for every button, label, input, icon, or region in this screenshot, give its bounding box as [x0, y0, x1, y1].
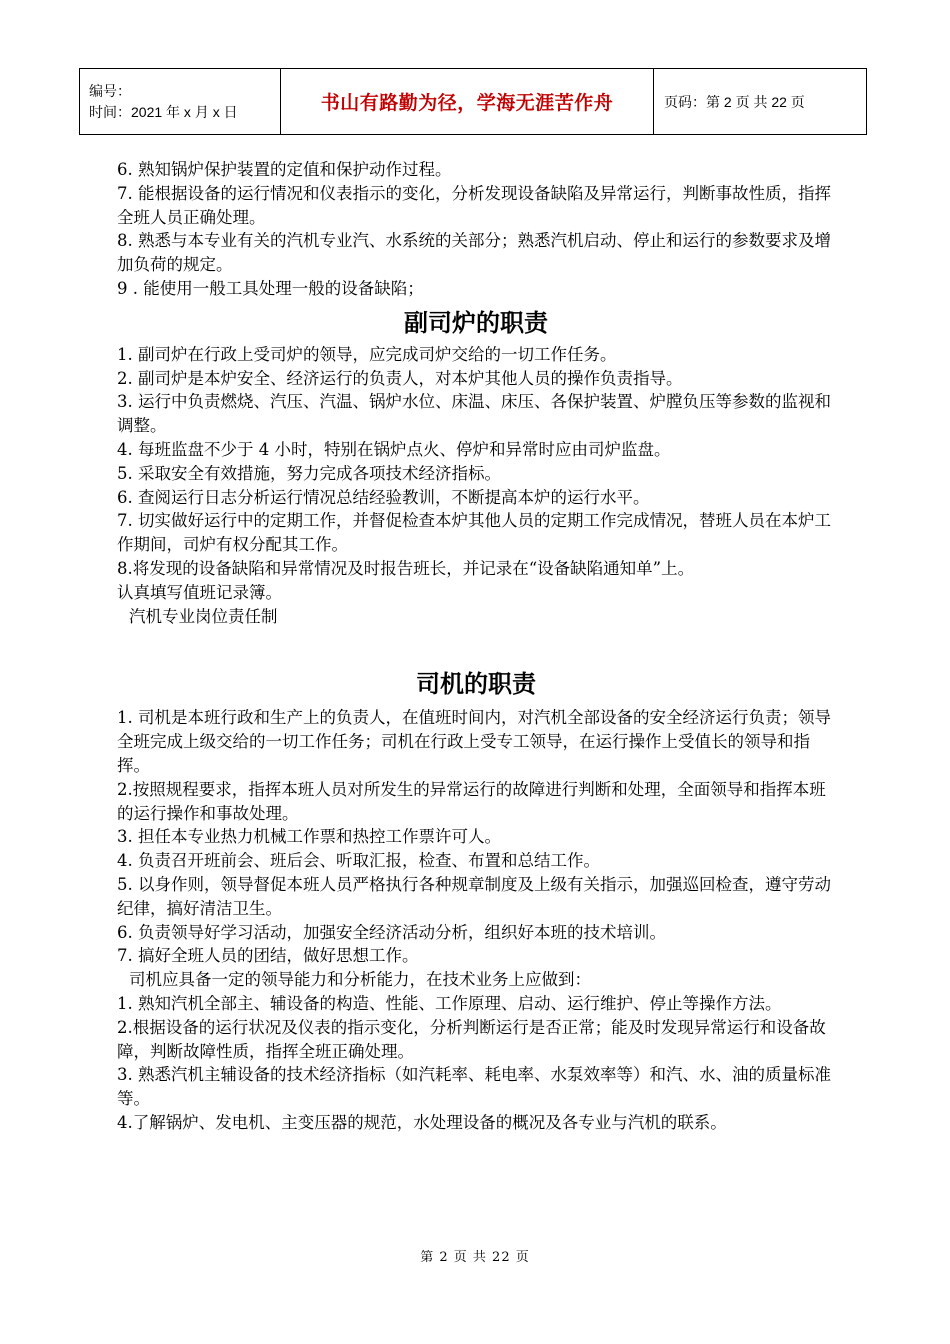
page-footer: 第 2 页 共 22 页	[420, 1250, 530, 1265]
list-item: 2. 副司炉是本炉安全、经济运行的负责人，对本炉其他人员的操作负责指导。	[117, 368, 683, 388]
list-item: 8.将发现的设备缺陷和异常情况及时报告班长，并记录在“设备缺陷通知单”上。	[117, 558, 695, 578]
time-label: 时间：2021 年 x 月 x 日	[89, 103, 238, 120]
section-title: 副司炉的职责	[404, 308, 548, 337]
header-meta	[80, 69, 281, 134]
list-item: 4. 负责召开班前会、班后会、听取汇报，检查、布置和总结工作。	[117, 851, 600, 871]
document-body	[117, 158, 835, 1135]
list-item: 3. 运行中负责燃烧、汽压、汽温、锅炉水位、床温、床压、各保护装置、炉膛负压等参数的监视和调整。	[117, 392, 831, 436]
list-item: 7. 能根据设备的运行情况和仪表指示的变化，分析发现设备缺陷及异常运行，判断事故性质，指挥全班人员正确处理。	[117, 183, 831, 227]
header-page-cell	[654, 69, 866, 134]
list-item: 5. 以身作则，领导督促本班人员严格执行各种规章制度及上级有关指示，加强巡回检查，遵守劳动纪律，搞好清洁卫生。	[117, 874, 831, 918]
number-label: 编号：	[89, 82, 131, 99]
list-item: 3. 熟悉汽机主辅设备的技术经济指标（如汽耗率、耗电率、水泵效率等）和汽、水、油的质量标准等。	[117, 1065, 831, 1109]
list-item: 7. 搞好全班人员的团结，做好思想工作。	[117, 946, 419, 966]
list-item: 6. 查阅运行日志分析运行情况总结经验教训，不断提高本炉的运行水平。	[117, 487, 650, 507]
list-item: 3. 担任本专业热力机械工作票和热控工作票许可人。	[117, 827, 501, 847]
list-item: 1. 熟知汽机全部主、辅设备的构造、性能、工作原理、启动、运行维护、停止等操作方法。	[117, 993, 782, 1013]
header-motto-cell	[281, 69, 654, 134]
motto: 书山有路勤为径，学海无涯苦作舟	[320, 92, 614, 114]
list-item: 8. 熟悉与本专业有关的汽机专业汽、水系统的关部分；熟悉汽机启动、停止和运行的参数要求及增加负荷的规定。	[117, 231, 831, 275]
list-item: 认真填写值班记录簿。	[117, 582, 282, 602]
list-item: 4.了解锅炉、发电机、主变压器的规范，水处理设备的概况及各专业与汽机的联系。	[117, 1112, 727, 1132]
list-item: 9 . 能使用一般工具处理一般的设备缺陷；	[117, 278, 424, 298]
list-item: 1. 副司炉在行政上受司炉的领导，应完成司炉交给的一切工作任务。	[117, 344, 617, 364]
list-item: 2.根据设备的运行状况及仪表的指示变化，分析判断运行是否正常；能及时发现异常运行和设备故障，判断故障性质，指挥全班正确处理。	[117, 1017, 826, 1061]
list-item: 2.按照规程要求，指挥本班人员对所发生的异常运行的故障进行判断和处理，全面领导和指挥本班的运行操作和事故处理。	[117, 779, 826, 823]
page-label: 页码：第 2 页 共 22 页	[664, 93, 805, 110]
list-item: 4. 每班监盘不少于 4 小时，特别在锅炉点火、停炉和异常时应由司炉监盘。	[117, 439, 671, 459]
list-item: 5. 采取安全有效措施，努力完成各项技术经济指标。	[117, 463, 501, 483]
subheading: 汽机专业岗位责任制	[129, 606, 278, 626]
paragraph: 司机应具备一定的领导能力和分析能力，在技术业务上应做到：	[129, 970, 591, 990]
page-header	[79, 68, 867, 135]
section-title: 司机的职责	[416, 670, 536, 699]
list-item: 6. 负责领导好学习活动，加强安全经济活动分析，组织好本班的技术培训。	[117, 922, 666, 942]
list-item: 1. 司机是本班行政和生产上的负责人，在值班时间内，对汽机全部设备的安全经济运行负责；领导全班完成上级交给的一切工作任务；司机在行政上受专工领导，在运行操作上受值长的领导和指挥。	[117, 708, 831, 775]
list-item: 6. 熟知锅炉保护装置的定值和保护动作过程。	[117, 160, 452, 179]
list-item: 7. 切实做好运行中的定期工作，并督促检查本炉其他人员的定期工作完成情况，替班人员在本炉工作期间，司炉有权分配其工作。	[117, 511, 831, 555]
